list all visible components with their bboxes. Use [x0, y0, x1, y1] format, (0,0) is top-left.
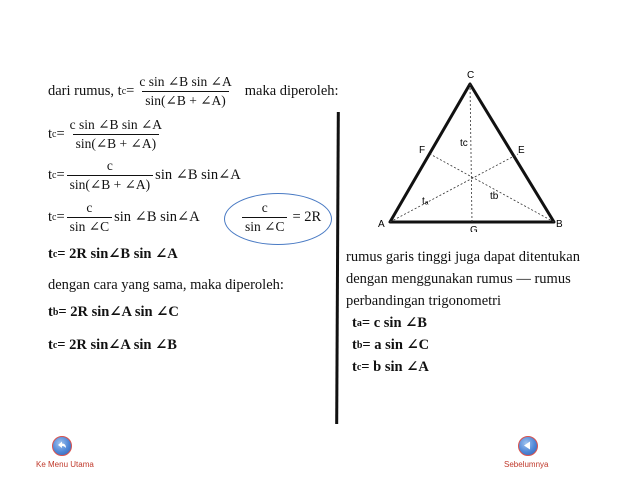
formula-tc — [48, 336, 177, 354]
formula-text: t — [352, 336, 357, 353]
equals: = — [126, 83, 135, 99]
fraction — [67, 117, 165, 152]
formula-line-3 — [48, 158, 241, 193]
vertical-divider — [335, 112, 340, 424]
denominator: sin ∠C — [67, 217, 112, 235]
altitude-tc — [470, 84, 472, 222]
numerator: c sin ∠B sin ∠A — [69, 117, 163, 132]
previous-button[interactable] — [518, 436, 538, 456]
formula-line-5 — [48, 245, 178, 263]
formula-text: t — [48, 245, 53, 262]
subscript: c — [52, 129, 57, 140]
paragraph-line: rumus garis tinggi juga dapat ditentukan — [346, 249, 580, 265]
formula-text: = 2R sin∠A sin ∠C — [58, 304, 179, 320]
point-f-label: F — [419, 145, 426, 156]
vertex-c-label: C — [467, 70, 475, 81]
subscript: c — [356, 361, 362, 373]
formula-tb — [48, 303, 179, 321]
denominator: sin ∠C — [242, 217, 287, 235]
point-g-label: G — [470, 225, 478, 232]
formula-line-4 — [48, 200, 200, 235]
formula-text: maka diperoleh: — [244, 83, 339, 99]
triangle-left-icon — [519, 437, 536, 454]
label-ta: tₐ — [422, 196, 429, 207]
denominator: sin(∠B + ∠A) — [142, 91, 229, 109]
formula-text: t — [48, 167, 53, 183]
right-paragraph — [346, 246, 580, 312]
formula-text: sin ∠B sin∠A — [114, 209, 200, 225]
numerator: c — [86, 200, 93, 215]
formula-text: = 2R sin∠B sin ∠A — [57, 246, 178, 262]
right-formula-ta — [352, 314, 427, 332]
equals: = — [56, 167, 65, 183]
formula-text: t — [48, 303, 53, 320]
subscript: c — [52, 170, 57, 181]
back-arrow-icon — [53, 437, 70, 454]
equals: = — [56, 209, 65, 225]
home-button[interactable] — [52, 436, 72, 456]
triangle-diagram — [370, 62, 580, 232]
paragraph-line: perbandingan trigonometri — [346, 293, 502, 309]
formula-text: t — [48, 209, 53, 225]
formula-text: = b sin ∠A — [361, 359, 429, 375]
subscript: b — [52, 306, 59, 318]
vertex-a-label: A — [378, 219, 385, 230]
formula-text: t — [352, 358, 357, 375]
vertex-b-label: B — [556, 219, 563, 230]
formula-text: = a sin ∠C — [362, 337, 430, 353]
previous-link-label[interactable]: Sebelumnya — [504, 460, 549, 469]
subscript: c — [52, 212, 57, 223]
subscript: b — [356, 339, 363, 351]
numerator: c — [106, 158, 113, 173]
subscript: c — [121, 86, 127, 97]
formula-text: sin ∠B sin∠A — [155, 167, 241, 183]
formula-text: dari rumus, t — [48, 83, 122, 99]
altitude-tb — [430, 154, 554, 222]
numerator: c sin ∠B sin ∠A — [139, 74, 232, 89]
fraction — [136, 74, 234, 109]
label-tb: tb — [490, 191, 499, 202]
fraction — [67, 200, 112, 235]
fraction — [67, 158, 154, 193]
numerator: c — [261, 200, 268, 215]
formula-line-2 — [48, 117, 167, 152]
formula-text: = 2R sin∠A sin ∠B — [57, 337, 177, 353]
circled-identity — [240, 200, 321, 235]
right-formula-tc — [352, 358, 429, 376]
formula-text: = c sin ∠B — [361, 315, 427, 331]
formula-text: = 2R — [292, 209, 322, 225]
formula-text: t — [48, 126, 53, 142]
formula-text: t — [352, 314, 357, 331]
formula-line-1 — [48, 74, 339, 109]
subscript: c — [52, 248, 58, 260]
point-e-label: E — [518, 145, 525, 156]
same-way-text: dengan cara yang sama, maka diperoleh: — [48, 277, 284, 293]
denominator: sin(∠B + ∠A) — [73, 134, 160, 152]
subscript: a — [356, 317, 362, 329]
home-link-label[interactable]: Ke Menu Utama — [36, 460, 94, 469]
fraction — [242, 200, 287, 235]
subscript: c — [52, 339, 58, 351]
denominator: sin(∠B + ∠A) — [67, 175, 154, 193]
right-formula-tb — [352, 336, 429, 354]
paragraph-line: dengan menggunakan rumus — rumus — [346, 271, 571, 287]
equals: = — [56, 126, 65, 142]
label-tc: tc — [460, 138, 468, 149]
formula-text: t — [48, 336, 53, 353]
